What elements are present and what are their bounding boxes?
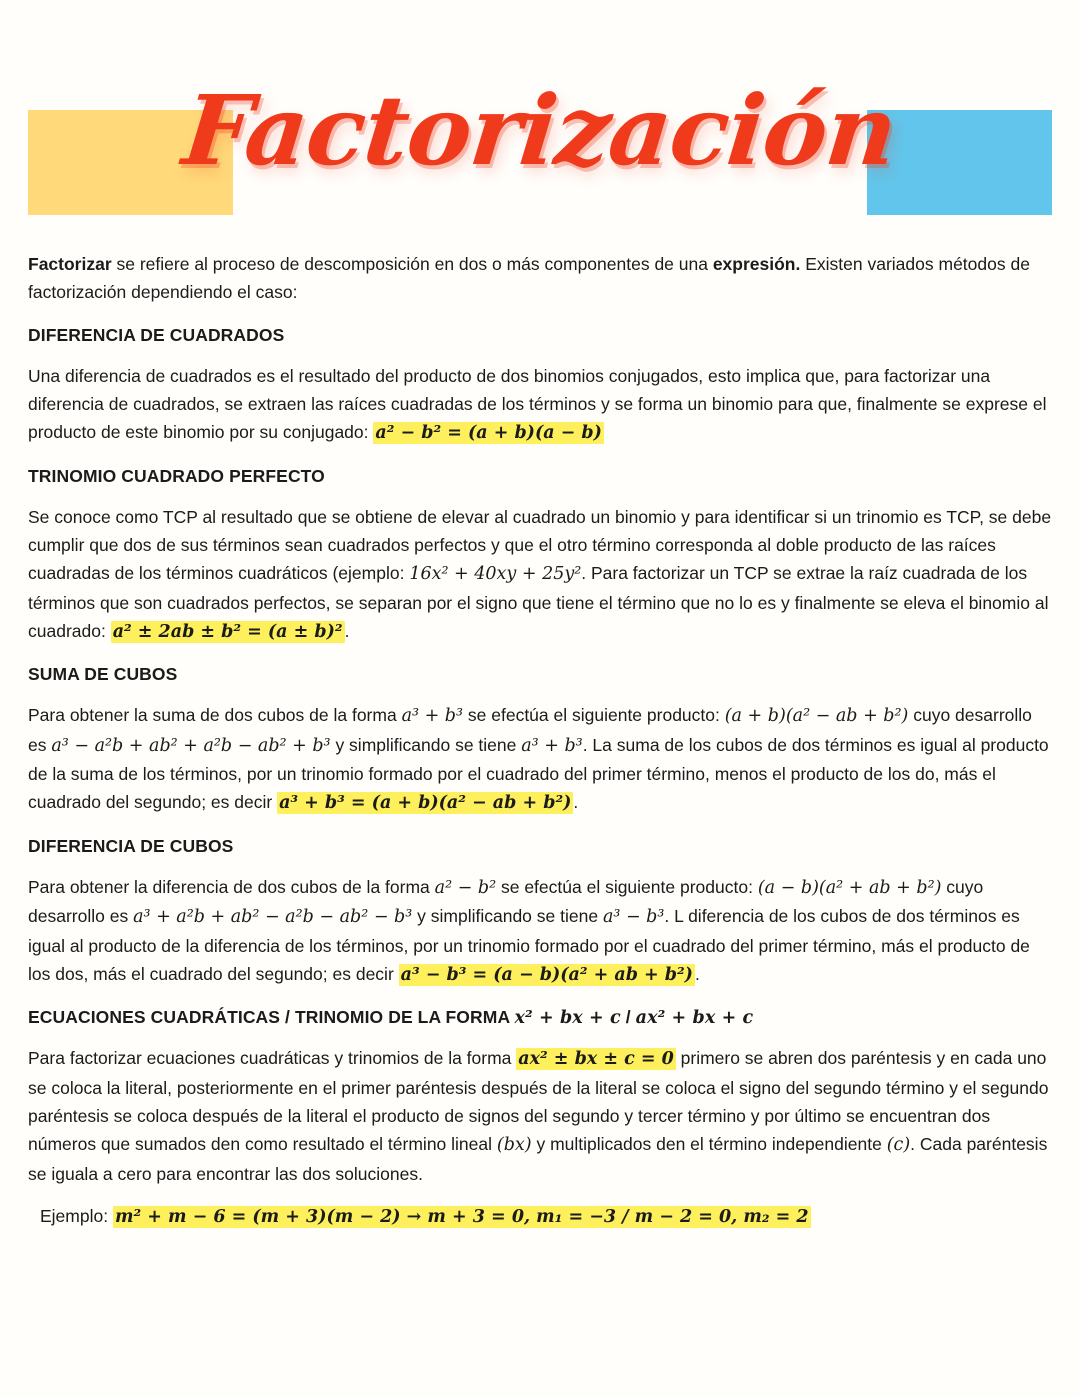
dcu-inline-1: a² − b² [434,877,497,898]
section-heading-ecuaciones-cuadraticas [28,1007,1052,1028]
section-body-diferencia-cubos [28,873,1052,989]
section-heading-diferencia-cuadrados: DIFERENCIA DE CUADRADOS [28,324,285,345]
intro-text-1: se refiere al proceso de descomposición en dos o más componentes de una [111,254,713,274]
dcu-text-2: se efectúa el siguiente producto: [496,876,758,897]
example-label: Ejemplo: [40,1205,113,1226]
ec-text-1: Para factorizar ecuaciones cuadráticas y trinomios de la forma [28,1048,517,1069]
intro-bold-2: expresión. [712,254,801,274]
ec-heading-math-1: x² + bx + c [514,1008,621,1029]
section-body-tcp [28,503,1052,647]
intro-text-2: Existen variados métodos de factorización dependiendo el caso: [28,254,1030,303]
sc-formula: a³ + b³ = (a + b)(a² − ab + b²) [279,793,572,814]
tcp-formula: a² ± 2ab ± b² = (a ± b)² [112,622,343,643]
dcu-text-6: . [694,963,700,984]
example-line [40,1206,1052,1227]
tcp-text-2: . Para factorizar un TCP se extrae la raíz cuadrada de los términos que son cuadrados perfectos, se separan por el signo que tiene el término que no lo es y finalmente se eleva el binomio al cuadrado: [28,563,1049,642]
dcu-inline-4: a³ − b³ [602,907,665,928]
dcu-text-3: cuyo desarrollo es [28,876,984,927]
sc-inline-2: (a + b)(a² − ab + b²) [724,706,909,727]
page-title: Factorización [178,74,902,187]
ec-text-3: y multiplicados den el término independiente [531,1134,887,1155]
section-body-diferencia-cuadrados [28,362,1052,448]
ec-formula: ax² ± bx ± c = 0 [518,1049,674,1070]
intro-lead-bold: Factorizar [28,254,112,274]
ec-text-4: . Cada paréntesis se iguala a cero para encontrar las dos soluciones. [28,1134,1048,1184]
sc-text-1: Para obtener la suma de dos cubos de la forma [28,705,402,726]
sc-text-2: se efectúa el siguiente producto: [463,705,725,726]
sc-inline-4: a³ + b³ [521,735,583,756]
section-body-suma-cubos [28,701,1052,817]
dcu-inline-2: (a − b)(a² + ab + b²) [757,877,942,898]
sc-text-6: . [573,792,579,813]
ec-heading-sep: / [620,1007,636,1028]
section-heading-tcp: TRINOMIO CUADRADO PERFECTO [28,465,325,486]
dcu-inline-3: a³ + a²b + ab² − a²b − ab² − b³ [133,907,413,928]
document-header [28,0,1052,250]
ec-heading-text: ECUACIONES CUADRÁTICAS / TRINOMIO DE LA FORMA [28,1007,515,1028]
section-heading-suma-cubos: SUMA DE CUBOS [28,664,178,685]
ec-inline-2: (c) [886,1135,911,1156]
title-container [28,74,1052,187]
dcu-text-1: Para obtener la diferencia de dos cubos de la forma [28,876,435,897]
ec-inline-1: (bx) [496,1135,532,1156]
tcp-text-3: . [344,621,350,642]
sc-text-5: . La suma de los cubos de dos términos es igual al producto de la suma de los términos, por un trinomio formado por el cuadrado del primer término, menos el producto de los do, más el cuadrado del segundo; es decir [28,734,1049,813]
tcp-text-1: Se conoce como TCP al resultado que se obtiene de elevar al cuadrado un binomio y para identificar si un trinomio es TCP, se debe cumplir que dos de sus términos sean cuadrados perfectos y que el otro término corresponda al doble producto de las raíces cuadradas de los términos cuadráticos (ejemplo: [28,506,1052,584]
sc-inline-1: a³ + b³ [401,706,464,727]
section-body-ecuaciones-cuadraticas [28,1044,1052,1188]
dcu-text-4: y simplificando se tiene [412,906,603,927]
tcp-inline-1: 16x² + 40xy + 25y² [409,564,582,585]
sc-text-3: cuyo desarrollo es [28,705,1032,755]
ec-text-2: primero se abren dos paréntesis y en cada uno se coloca la literal, posteriormente en el primer paréntesis después de la literal se coloca el signo del segundo término y el segundo paréntesis se coloca después de la literal el producto de signos del segundo y tercer término y por último se encuentran dos números que sumados den como resultado el término lineal [28,1048,1049,1155]
sc-inline-3: a³ − a²b + ab² + a²b − ab² + b³ [51,735,331,756]
ec-heading-math-2: ax² + bx + c [635,1008,754,1029]
dcu-text-5: . L diferencia de los cubos de dos términos es igual al producto de la diferencia de los términos, por un trinomio formado por el cuadrado del primer término, más el producto de los dos, más el cuadrado del segundo; es decir [28,906,1030,984]
section-heading-diferencia-cubos: DIFERENCIA DE CUBOS [28,835,234,856]
dc-formula: a² − b² = (a + b)(a − b) [375,423,602,444]
intro-paragraph [28,250,1052,307]
sc-text-4: y simplificando se tiene [330,734,522,755]
example-formula: m² + m − 6 = (m + 3)(m − 2) → m + 3 = 0, m₁ = −3 / m − 2 = 0, m₂ = 2 [114,1206,809,1227]
dcu-formula: a³ − b³ = (a − b)(a² + ab + b²) [400,964,693,985]
dc-text-1: Una diferencia de cuadrados es el resultado del producto de dos binomios conjugados, esto implica que, para factorizar una diferencia de cuadrados, se extraen las raíces cuadradas de los términos y se forma un binomio para que, finalmente se exprese el producto de este binomio por su conjugado: [28,365,1047,443]
